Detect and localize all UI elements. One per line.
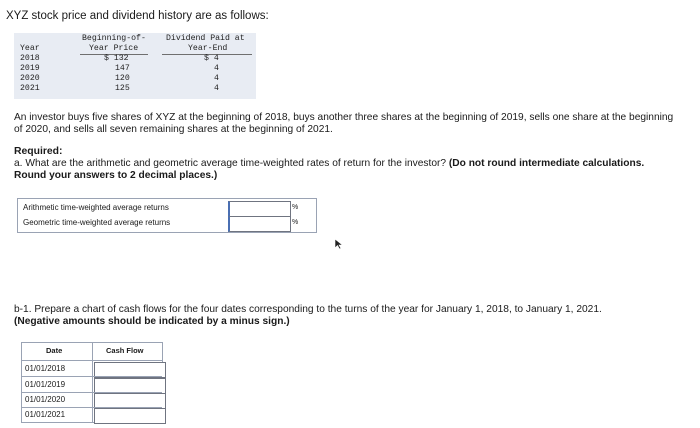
scenario-text: An investor buys five shares of XYZ at the beginning of 2018, buys another three shares at the beginning of 2019, sells one share at the beginning of 2020, and sells all seven remaining shares at the beginning of 2021. — [14, 112, 674, 135]
part-b1-question — [14, 304, 674, 328]
row-price: $ 132 — [104, 54, 129, 63]
date-cell: 01/01/2019 — [25, 380, 66, 389]
row-price: 120 — [115, 74, 130, 83]
cash-flow-input[interactable] — [94, 408, 166, 424]
col-header-price-line2: Year Price — [89, 44, 139, 53]
col-header-date: Date — [46, 346, 63, 355]
returns-answer-table — [17, 198, 317, 233]
col-header-cash-flow: Cash Flow — [106, 346, 144, 355]
mouse-cursor-icon — [334, 238, 344, 250]
returns-row-geometric — [18, 215, 316, 230]
question-title: XYZ stock price and dividend history are as follows: — [6, 10, 269, 22]
col-header-year: Year — [20, 44, 40, 53]
part-b1-text: b-1. Prepare a chart of cash flows for the four dates corresponding to the turns of the year for January 1, 2018, to January 1, 2021. — [14, 304, 602, 315]
row-divider — [22, 376, 162, 377]
returns-row-arithmetic — [18, 200, 316, 215]
col-header-div-line2: Year-End — [188, 44, 228, 53]
row-year: 2020 — [20, 74, 40, 83]
row-year: 2021 — [20, 84, 40, 93]
percent-unit: % — [292, 219, 299, 226]
header-divider — [22, 360, 162, 361]
part-a-question — [14, 158, 674, 182]
percent-unit: % — [292, 204, 299, 211]
row-price: 125 — [115, 84, 130, 93]
stock-dividend-table — [14, 33, 256, 99]
row-dividend: 4 — [214, 64, 219, 73]
row-price: 147 — [115, 64, 130, 73]
part-a-instruction: (Do not round intermediate calculations. Round your answers to 2 decimal places.) — [14, 158, 645, 181]
date-cell: 01/01/2021 — [25, 410, 66, 419]
cash-flow-table — [21, 342, 163, 423]
geometric-return-input[interactable] — [228, 216, 291, 232]
row-dividend: 4 — [214, 74, 219, 83]
part-b1-instruction: (Negative amounts should be indicated by a minus sign.) — [14, 316, 290, 327]
required-heading: Required: — [14, 146, 63, 157]
row-year: 2018 — [20, 54, 40, 63]
geometric-return-label: Geometric time-weighted average returns — [23, 218, 171, 227]
col-header-div-line1: Dividend Paid at — [166, 34, 245, 43]
arithmetic-return-label: Arithmetic time-weighted average returns — [23, 203, 169, 212]
row-dividend: $ 4 — [204, 54, 219, 63]
date-cell: 01/01/2020 — [25, 395, 66, 404]
date-cell: 01/01/2018 — [25, 364, 66, 373]
row-dividend: 4 — [214, 84, 219, 93]
row-year: 2019 — [20, 64, 40, 73]
part-a-prefix: a. What are the arithmetic and geometric average time-weighted rates of return for the investor? — [14, 158, 447, 169]
column-divider — [92, 343, 93, 422]
col-header-price-line1: Beginning-of- — [82, 34, 146, 43]
